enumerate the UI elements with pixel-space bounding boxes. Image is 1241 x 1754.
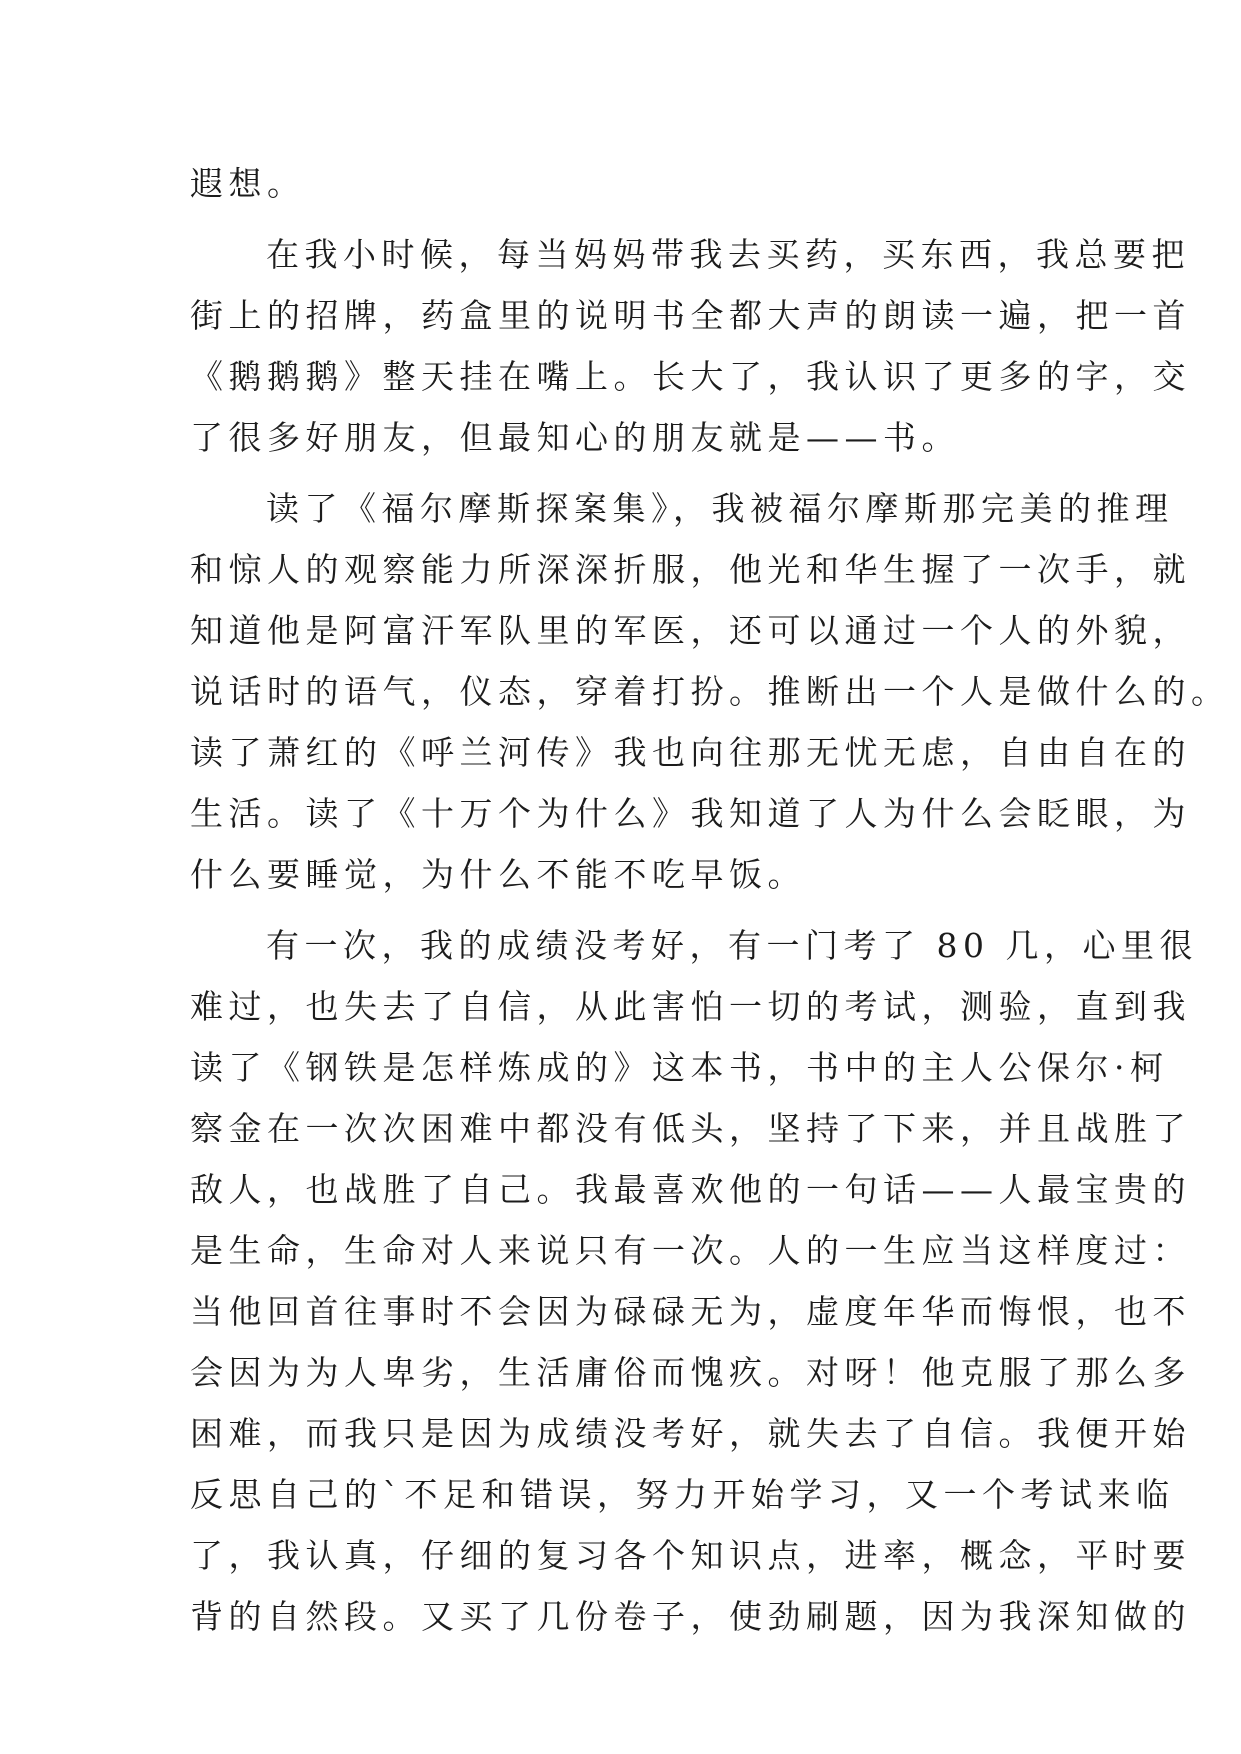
text-line: 察金在一次次困难中都没有低头，坚持了下来，并且战胜了 (190, 1109, 1191, 1148)
text-line: 读了《钢铁是怎样炼成的》这本书，书中的主人公保尔·柯 (190, 1048, 1169, 1087)
text-line: 难过，也失去了自信，从此害怕一切的考试，测验，直到我 (190, 987, 1191, 1026)
text-line: 困难，而我只是因为成绩没考好，就失去了自信。我便开始 (190, 1414, 1191, 1453)
text-line: 当他回首往事时不会因为碌碌无为，虚度年华而悔恨，也不 (190, 1292, 1191, 1331)
text-line: 读了萧红的《呼兰河传》我也向往那无忧无虑，自由自在的 (190, 733, 1191, 772)
text-line: 了很多好朋友，但最知心的朋友就是——书。 (190, 418, 960, 457)
text-line: 和惊人的观察能力所深深折服，他光和华生握了一次手，就 (190, 550, 1191, 589)
text-line: 会因为为人卑劣，生活庸俗而愧疚。对呀！他克服了那么多 (190, 1353, 1191, 1392)
paragraph-first-line: 在我小时候，每当妈妈带我去买药，买东西，我总要把 (266, 235, 1190, 274)
text-line: 知道他是阿富汗军队里的军医，还可以通过一个人的外貌， (190, 611, 1191, 650)
text-line: 《鹅鹅鹅》整天挂在嘴上。长大了，我认识了更多的字，交 (190, 357, 1191, 396)
text-line: 生活。读了《十万个为什么》我知道了人为什么会眨眼，为 (190, 794, 1191, 833)
text-line: 什么要睡觉，为什么不能不吃早饭。 (190, 855, 806, 894)
text-line: 街上的招牌，药盒里的说明书全都大声的朗读一遍，把一首 (190, 296, 1191, 335)
text-line: 背的自然段。又买了几份卷子，使劲刷题，因为我深知做的 (190, 1597, 1191, 1636)
text-line: 了，我认真，仔细的复习各个知识点，进率，概念，平时要 (190, 1536, 1191, 1575)
text-line: 说话时的语气，仪态，穿着打扮。推断出一个人是做什么的。 (190, 672, 1230, 711)
text-line: 是生命，生命对人来说只有一次。人的一生应当这样度过： (190, 1231, 1191, 1270)
paragraph-first-line: 有一次，我的成绩没考好，有一门考了 80 几，心里很 (266, 926, 1198, 965)
text-line: 敌人，也战胜了自己。我最喜欢他的一句话——人最宝贵的 (190, 1170, 1191, 1209)
text-line: 遐想。 (190, 164, 306, 203)
text-line: 反思自己的`不足和错误，努力开始学习，又一个考试来临 (190, 1475, 1175, 1514)
paragraph-first-line: 读了《福尔摩斯探案集》，我被福尔摩斯那完美的推理 (266, 489, 1174, 528)
essay-body (190, 153, 1230, 1647)
